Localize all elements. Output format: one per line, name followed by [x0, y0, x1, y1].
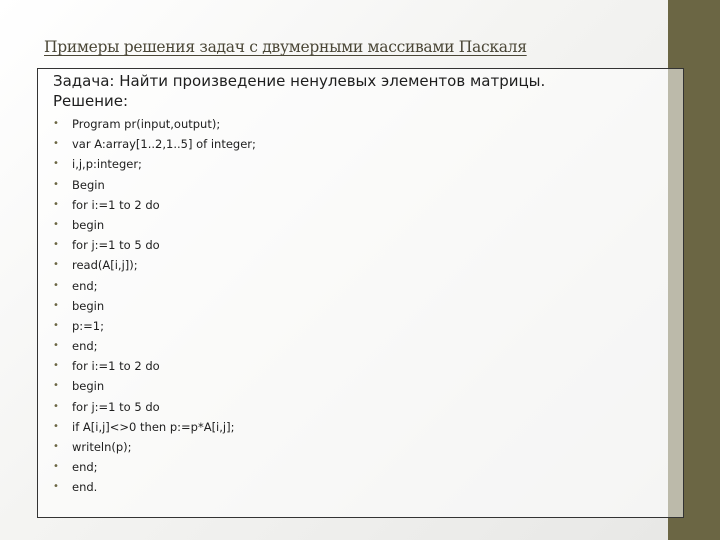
bullet-icon: •	[53, 239, 59, 251]
code-text: Program pr(input,output);	[72, 117, 221, 131]
content-box	[37, 68, 684, 518]
bullet-icon: •	[53, 380, 59, 392]
code-text: for i:=1 to 2 do	[72, 197, 160, 212]
bullet-icon: •	[53, 461, 59, 473]
code-text: p:=1;	[72, 318, 105, 333]
slide-title: Примеры решения задач с двумерными массивами Паскаля	[44, 38, 527, 56]
code-text: end;	[72, 339, 98, 354]
code-text: if A[i,j]<>0 then p:=p*A[i,j];	[72, 419, 235, 434]
code-text: for i:=1 to 2 do	[72, 359, 160, 374]
code-text: begin	[72, 298, 105, 313]
bullet-icon: •	[53, 158, 59, 170]
bullet-icon: •	[53, 481, 59, 493]
code-text: read(A[i,j]);	[72, 258, 138, 273]
bullet-icon: •	[53, 118, 59, 129]
bullet-icon: •	[53, 198, 59, 210]
bullet-icon: •	[53, 319, 59, 331]
bullet-icon: •	[53, 400, 59, 412]
solution-label: Решение:	[53, 92, 129, 110]
code-text: begin	[72, 217, 105, 232]
bullet-icon: •	[53, 218, 59, 230]
code-text: end;	[72, 278, 98, 293]
bullet-icon: •	[53, 441, 59, 452]
bullet-icon: •	[53, 360, 59, 372]
task-heading: Задача: Найти произведение ненулевых элементов матрицы.	[53, 72, 546, 90]
bullet-icon: •	[53, 340, 59, 352]
code-text: i,j,p:integer;	[72, 157, 142, 172]
code-text: Begin	[72, 177, 105, 192]
bullet-icon: •	[53, 138, 59, 150]
code-text: end;	[72, 460, 98, 475]
code-text: end.	[72, 480, 98, 495]
code-text: for j:=1 to 5 do	[72, 238, 160, 253]
code-text: for j:=1 to 5 do	[72, 399, 160, 414]
bullet-icon: •	[53, 420, 59, 432]
code-text: var A:array[1..2,1..5] of integer;	[72, 137, 256, 152]
bullet-icon: •	[53, 259, 59, 271]
code-text: writeln(p);	[72, 440, 132, 454]
bullet-icon: •	[53, 178, 59, 190]
bullet-icon: •	[53, 279, 59, 291]
bullet-icon: •	[53, 299, 59, 311]
code-text: begin	[72, 379, 105, 394]
